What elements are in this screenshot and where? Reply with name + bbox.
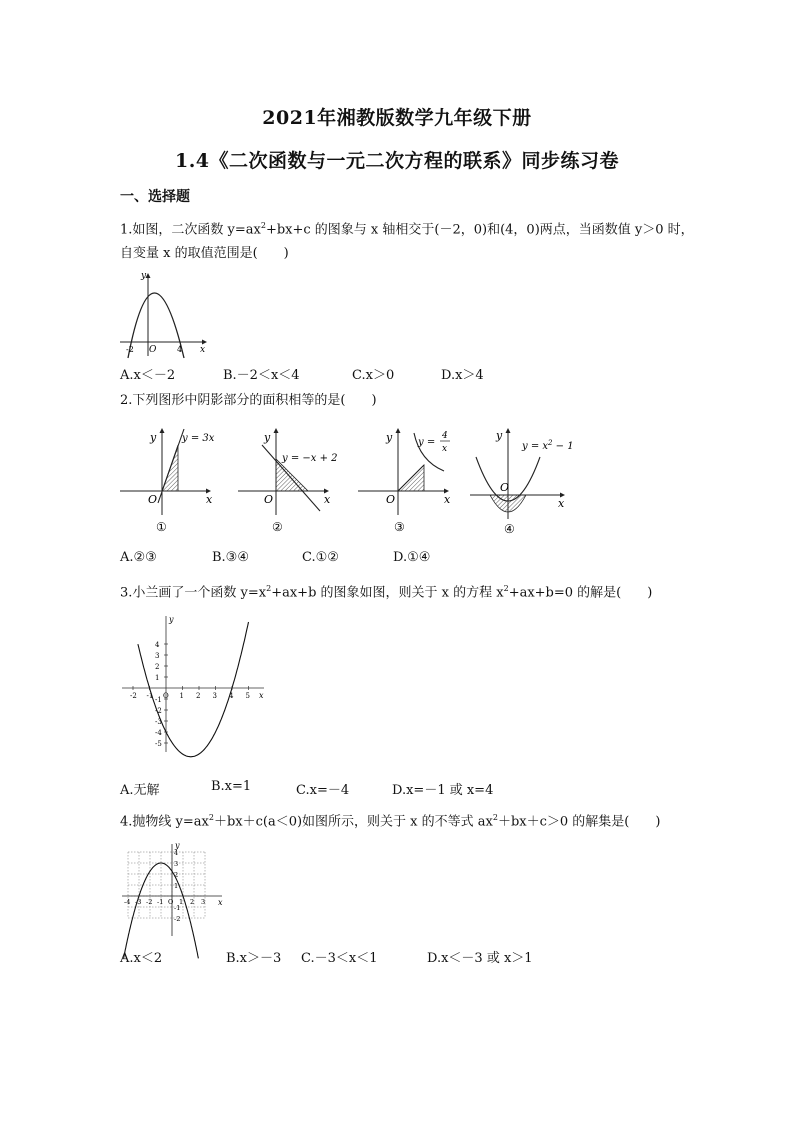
section-heading: 一、选择题: [120, 189, 190, 205]
q4-xtick-label: -3: [135, 898, 142, 906]
q4-xtick-label: 3: [201, 898, 206, 906]
page-subtitle: 1.4《二次函数与一元二次方程的联系》同步练习卷: [174, 150, 620, 172]
q3-ytick-label: 2: [155, 663, 160, 671]
q2-figures: [118, 425, 578, 537]
q3-y-label: y: [169, 615, 174, 624]
q2-option-a: A.②③: [120, 550, 157, 565]
q2-option-b: B.③④: [212, 550, 249, 565]
q1-option-b: B.－2＜x＜4: [223, 368, 300, 383]
q4-ytick-label: 4: [174, 849, 179, 857]
q3-text-c: +ax+b=0 的解是( ): [508, 585, 653, 601]
q1-text-a: 1.如图，二次函数 y=ax: [120, 222, 261, 238]
q1-tick-4: 4: [177, 345, 183, 354]
q4-y-label: y: [175, 841, 180, 850]
q2-fig2-number: ②: [272, 520, 283, 534]
q2-option-c: C.①②: [302, 550, 339, 565]
q4-ytick-label: -1: [174, 904, 181, 912]
q2-fig3-func-pre: y =: [418, 437, 436, 448]
q1-y-label: y: [141, 271, 147, 281]
q2-figure-2: [238, 429, 338, 534]
q2-figure-4: [470, 429, 574, 536]
q2-fig3-number: ③: [394, 520, 405, 534]
q3-xtick-label: O: [163, 692, 169, 700]
q2-fig1-number: ①: [156, 520, 167, 534]
q4-option-d: D.x＜－3 或 x＞1: [427, 951, 533, 966]
q3-xtick-label: -1: [146, 692, 154, 700]
q3-text-a: 3.小兰画了一个函数 y=x: [120, 585, 267, 601]
q2-figure-1: [120, 429, 215, 534]
q3-x-label: x: [259, 691, 264, 700]
q4-text-a: 4.抛物线 y=ax: [120, 814, 209, 830]
q1-sup: 2: [260, 221, 266, 230]
q4-sup1: 2: [208, 813, 214, 822]
q3-xtick-label: 2: [196, 692, 201, 700]
q2-fig4-number: ④: [504, 522, 515, 536]
q1-text-line2: 自变量 x 的取值范围是( ): [120, 246, 289, 262]
question-2-text: 2.下列图形中阴影部分的面积相等的是( ): [120, 393, 377, 408]
q2-figure-3: [358, 429, 451, 534]
q3-option-d: D.x=－1 或 x=4: [392, 783, 494, 798]
q3-ytick-label: -1: [155, 696, 162, 704]
q1-text-b: +bx+c 的图象与 x 轴相交于(－2，0)和(4，0)两点，当函数值 y＞0 时，: [265, 222, 694, 238]
q3-sup2: 2: [503, 584, 509, 593]
q4-option-b: B.x＞－3: [226, 951, 282, 966]
question-3-text: [120, 577, 700, 605]
q2-fig1-y: y: [150, 431, 157, 444]
q4-option-c: C.－3＜x＜1: [301, 951, 378, 966]
q2-fig1-func: y = 3x: [182, 433, 215, 444]
q1-origin-label: O: [149, 345, 157, 355]
q4-sup2: 2: [492, 813, 498, 822]
q4-ytick-label: 3: [174, 860, 179, 868]
q3-xtick-label: 4: [229, 692, 234, 700]
q4-ytick-label: 2: [174, 871, 179, 879]
page-title: 2021年湘教版数学九年级下册: [262, 107, 532, 129]
q2-fig3-x: x: [444, 493, 451, 506]
q2-option-d: D.①④: [393, 550, 431, 565]
q1-figure: [118, 268, 218, 358]
q3-ytick-label: -2: [155, 707, 162, 715]
q2-fig4-o: O: [500, 481, 510, 494]
q4-xtick-label: O: [168, 898, 174, 906]
q4-axes: [122, 841, 223, 958]
q4-text-c: ＋bx＋c＞0 的解集是( ): [497, 814, 661, 830]
q2-fig2-o: O: [264, 493, 274, 506]
q4-text-b: ＋bx＋c(a＜0)如图所示，则关于 x 的不等式 ax: [213, 814, 493, 830]
question-4-text: [120, 806, 700, 834]
q3-ytick-label: -5: [155, 740, 162, 748]
q3-option-a: A.无解: [120, 783, 160, 798]
q1-x-label: x: [200, 345, 206, 355]
q2-fig3-o: O: [386, 493, 396, 506]
q2-fig1-x: x: [206, 493, 213, 506]
question-1-text: [120, 214, 700, 266]
q4-ytick-label: 1: [174, 882, 179, 890]
q4-xtick-label: -2: [146, 898, 153, 906]
q3-option-b: B.x=1: [211, 779, 252, 794]
q3-sup1: 2: [266, 584, 272, 593]
q4-figure: [118, 840, 228, 940]
q2-fig3-func-den: x: [442, 444, 448, 454]
q2-fig4-y: y: [496, 429, 503, 442]
q3-ytick-label: -4: [155, 729, 162, 737]
q3-option-c: C.x=－4: [296, 783, 350, 798]
q2-fig2-x: x: [324, 493, 331, 506]
q4-option-a: A.x＜2: [120, 951, 163, 966]
q4-xtick-label: -4: [124, 898, 131, 906]
q4-x-label: x: [218, 898, 223, 907]
q4-xtick-label: 2: [190, 898, 195, 906]
q2-fig2-func: y = −x + 2: [282, 453, 338, 464]
q3-xtick-label: 3: [212, 692, 217, 700]
q3-axes: [122, 615, 264, 757]
q1-tick-m2: -2: [126, 345, 134, 354]
q3-ytick-label: -3: [155, 718, 162, 726]
q2-fig1-o: O: [148, 493, 158, 506]
q3-xtick-label: 1: [179, 692, 184, 700]
q1-option-a: A.x＜－2: [120, 368, 176, 383]
q3-ytick-label: 3: [155, 652, 160, 660]
q3-xtick-label: 5: [245, 692, 250, 700]
q2-fig2-y: y: [264, 431, 271, 444]
q4-xtick-label: -1: [157, 898, 164, 906]
q2-fig4-func: $y = x^2 - 1$: [522, 439, 574, 452]
q1-option-c: C.x＞0: [352, 368, 395, 383]
q3-xtick-label: -2: [130, 692, 137, 700]
q2-fig3-y: y: [386, 431, 393, 444]
q4-xtick-label: 1: [179, 898, 184, 906]
q3-ytick-label: 1: [155, 674, 160, 682]
q3-figure: [118, 612, 268, 758]
q2-fig4-x: x: [558, 497, 565, 510]
q2-fig3-func-num: 4: [442, 431, 448, 441]
q1-option-d: D.x＞4: [441, 368, 484, 383]
q3-text-b: +ax+b 的图象如图，则关于 x 的方程 x: [271, 585, 504, 601]
q3-ytick-label: 4: [155, 641, 160, 649]
q4-ytick-label: -2: [174, 915, 181, 923]
